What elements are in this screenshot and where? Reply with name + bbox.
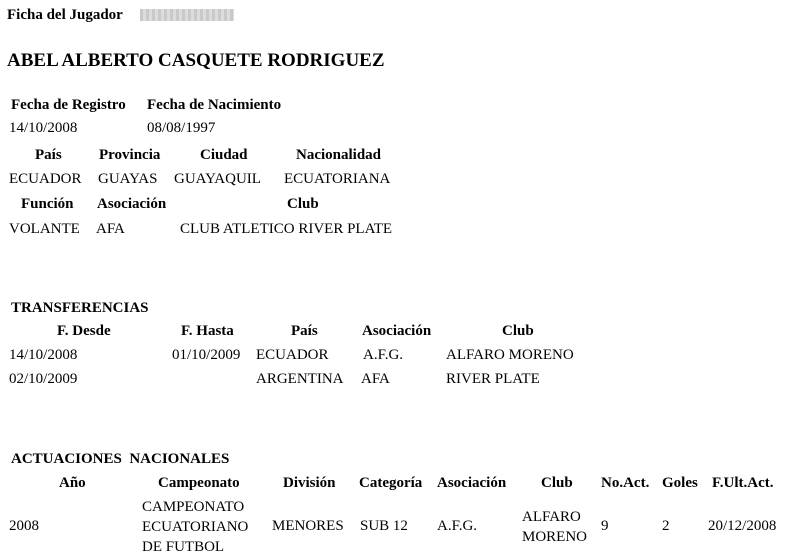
actuacion-row-campeonato — [142, 497, 248, 557]
actuaciones-header-f-ult-act: F.Ult.Act. — [712, 475, 774, 491]
pais-label: País — [35, 147, 62, 163]
transferencias-header-hasta: F. Hasta — [181, 323, 234, 339]
fecha-registro-value: 14/10/2008 — [9, 120, 78, 136]
asociacion-value: AFA — [96, 221, 125, 237]
club-label: Club — [287, 196, 319, 212]
actuaciones-header-campeonato: Campeonato — [158, 475, 240, 491]
campeonato-line: CAMPEONATO — [142, 499, 245, 515]
campeonato-line: DE FUTBOL — [142, 539, 225, 555]
actuacion-row-division: MENORES — [272, 518, 344, 534]
transferencias-header-pais: País — [291, 323, 318, 339]
transferencia-row-1-desde: 14/10/2008 — [9, 347, 78, 363]
actuacion-row-club — [522, 507, 587, 547]
actuacion-row-categoria: SUB 12 — [360, 518, 408, 534]
actuaciones-header-asociacion: Asociación — [437, 475, 507, 491]
actuacion-row-asociacion: A.F.G. — [437, 518, 478, 534]
transferencia-row-2-desde: 02/10/2009 — [9, 371, 78, 387]
transferencia-row-1-hasta: 01/10/2009 — [172, 347, 241, 363]
provincia-label: Provincia — [99, 147, 161, 163]
transferencias-header-club: Club — [502, 323, 534, 339]
actuacion-row-f-ult-act: 20/12/2008 — [708, 518, 777, 534]
actuaciones-header-goles: Goles — [662, 475, 698, 491]
transferencia-row-2-asociacion: AFA — [361, 371, 390, 387]
transferencia-row-1-club: ALFARO MORENO — [446, 347, 574, 363]
actuaciones-header-categoria: Categoría — [359, 475, 423, 491]
player-name: ABEL ALBERTO CASQUETE RODRIGUEZ — [7, 50, 385, 71]
club-line: ALFARO — [522, 509, 581, 525]
ciudad-value: GUAYAQUIL — [174, 171, 261, 187]
actuaciones-title: ACTUACIONES NACIONALES — [11, 451, 230, 467]
campeonato-line: ECUATORIANO — [142, 519, 249, 535]
page-header-title: Ficha del Jugador — [7, 7, 123, 23]
actuaciones-header-club: Club — [541, 475, 573, 491]
provincia-value: GUAYAS — [98, 171, 158, 187]
fecha-registro-label: Fecha de Registro — [11, 97, 126, 113]
club-value: CLUB ATLETICO RIVER PLATE — [180, 221, 393, 237]
nacionalidad-value: ECUATORIANA — [284, 171, 391, 187]
pais-value: ECUADOR — [9, 171, 82, 187]
redacted-block — [140, 9, 234, 21]
funcion-value: VOLANTE — [9, 221, 80, 237]
funcion-label: Función — [21, 196, 74, 212]
actuacion-row-no-act: 9 — [601, 518, 609, 534]
fecha-nacimiento-value: 08/08/1997 — [147, 120, 216, 136]
club-line: MORENO — [522, 529, 588, 545]
asociacion-label: Asociación — [97, 196, 167, 212]
nacionalidad-label: Nacionalidad — [296, 147, 382, 163]
actuacion-row-anio: 2008 — [9, 518, 39, 534]
transferencia-row-1-pais: ECUADOR — [256, 347, 329, 363]
actuaciones-header-anio: Año — [59, 475, 86, 491]
transferencias-header-asociacion: Asociación — [362, 323, 432, 339]
transferencia-row-1-asociacion: A.F.G. — [363, 347, 404, 363]
transferencias-title: TRANSFERENCIAS — [11, 300, 149, 316]
ciudad-label: Ciudad — [200, 147, 248, 163]
transferencia-row-2-pais: ARGENTINA — [256, 371, 344, 387]
actuaciones-header-no-act: No.Act. — [601, 475, 650, 491]
transferencias-header-desde: F. Desde — [57, 323, 111, 339]
fecha-nacimiento-label: Fecha de Nacimiento — [147, 97, 282, 113]
transferencia-row-2-club: RIVER PLATE — [446, 371, 540, 387]
actuaciones-header-division: División — [283, 475, 336, 491]
actuacion-row-goles: 2 — [662, 518, 670, 534]
